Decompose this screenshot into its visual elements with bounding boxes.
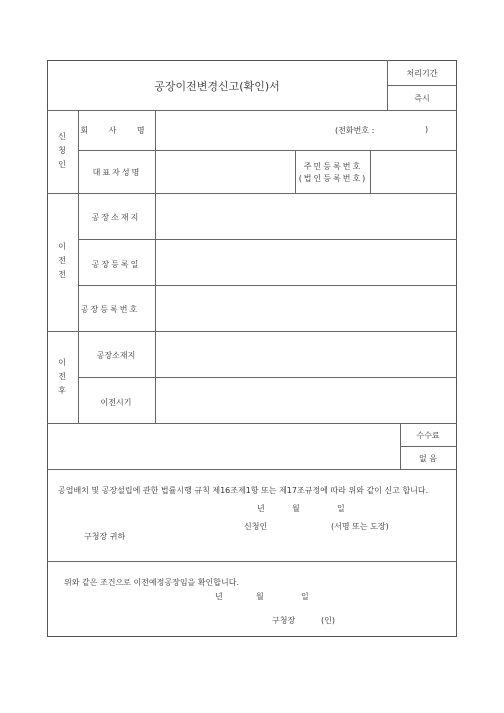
rule (47, 193, 457, 194)
applicant-group-label: 신 청 인 (58, 132, 66, 169)
processing-period-value: 즉시 (414, 94, 430, 103)
rule (400, 446, 457, 447)
after-move-group-label: 이 전 후 (58, 358, 66, 395)
confirmation-year: 년 (215, 592, 223, 601)
rule (387, 60, 388, 110)
declaration-applicant: 신청인 (244, 522, 268, 531)
rule (78, 110, 79, 423)
rule (47, 469, 457, 470)
declaration-signature-note: (서명 또는 도장) (331, 522, 389, 531)
fee-label: 수수료 (416, 431, 440, 440)
processing-period-label: 처리기간 (406, 69, 438, 78)
declaration-day: 일 (337, 504, 345, 513)
declaration-year: 년 (257, 504, 265, 513)
rule (78, 377, 457, 378)
before-reg-date-label: 공장등록일 (91, 260, 141, 269)
rule (78, 239, 457, 240)
form-frame (47, 60, 457, 637)
rule (295, 150, 296, 193)
rule (400, 423, 401, 469)
rule (370, 150, 371, 193)
phone-label: (전화번호 : (335, 126, 375, 135)
representative-label: 대표자성명 (92, 168, 142, 177)
rule (47, 561, 457, 562)
confirmation-text: 위와 같은 조건으로 이전예정공장임을 확인합니다. (64, 578, 240, 587)
id-label-line2: (법인등록번호) (298, 174, 368, 183)
fee-value: 없 음 (419, 454, 437, 463)
rule (78, 285, 457, 286)
rule (47, 423, 457, 424)
declaration-text: 공업배치 및 공장설립에 관한 법률시행 규칙 제16조제1항 또는 제17조규정에 따라 위와 같이 신고 합니다. (58, 486, 429, 495)
confirmation-month: 월 (256, 592, 264, 601)
before-location-label: 공장소재지 (91, 213, 141, 222)
confirmation-seal: (인) (321, 616, 335, 625)
after-move-time-label: 이전시기 (100, 398, 132, 407)
rule (78, 150, 457, 151)
rule (47, 110, 457, 111)
before-reg-number-label: 공장등록번호 (80, 305, 140, 314)
id-label-line1: 주민등록번호 (303, 162, 363, 171)
rule (155, 110, 156, 423)
phone-close: ) (425, 125, 429, 134)
declaration-recipient: 구청장 귀하 (84, 532, 126, 541)
before-move-group-label: 이 전 전 (58, 242, 66, 279)
confirmation-official: 구청장 (272, 616, 296, 625)
form-title: 공장이전변경신고(확인)서 (154, 80, 280, 93)
company-name-label: 회 사 명 (80, 126, 154, 135)
rule (47, 331, 457, 332)
declaration-month: 월 (292, 504, 300, 513)
rule (387, 85, 457, 86)
after-location-label: 공장소재지 (96, 351, 136, 360)
confirmation-day: 일 (301, 592, 309, 601)
